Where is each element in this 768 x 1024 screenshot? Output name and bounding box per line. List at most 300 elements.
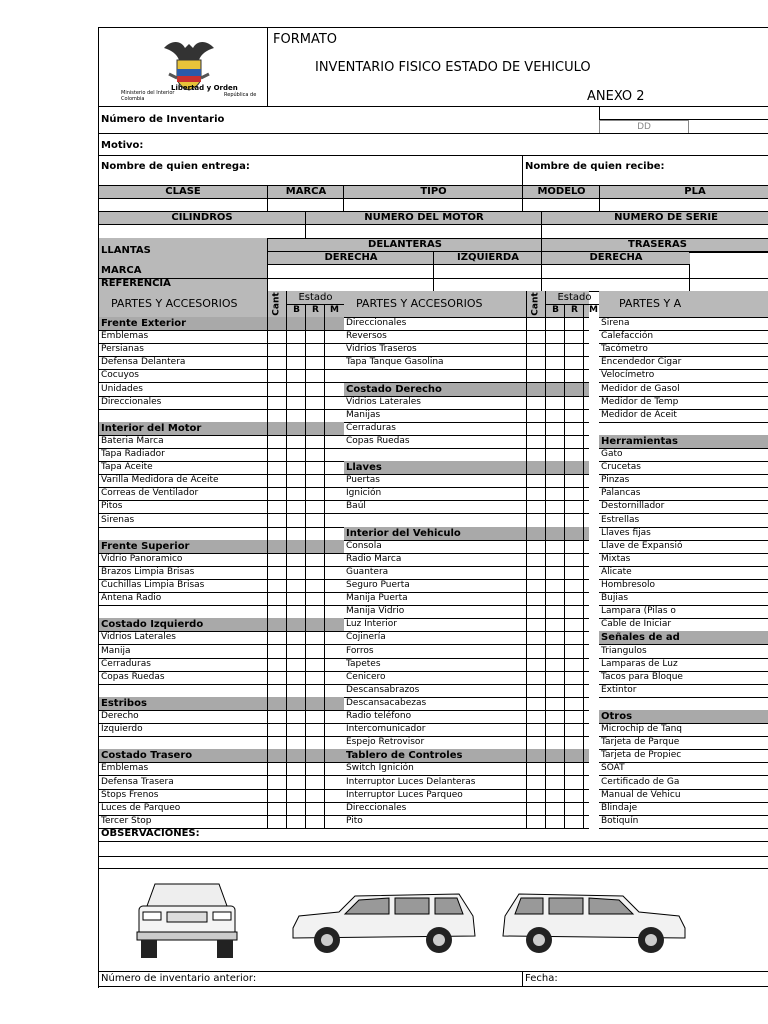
estado-cell[interactable] bbox=[545, 317, 565, 330]
estado-cell[interactable] bbox=[305, 448, 325, 461]
estado-cell[interactable] bbox=[564, 500, 584, 513]
estado-cell[interactable] bbox=[545, 776, 565, 789]
estado-cell[interactable] bbox=[324, 461, 344, 474]
estado-cell[interactable] bbox=[583, 527, 589, 540]
estado-cell[interactable] bbox=[305, 369, 325, 382]
estado-cell[interactable] bbox=[583, 631, 589, 644]
estado-cell[interactable] bbox=[305, 500, 325, 513]
cant-cell[interactable] bbox=[526, 723, 546, 736]
estado-cell[interactable] bbox=[324, 383, 344, 396]
estado-cell[interactable] bbox=[286, 736, 306, 749]
estado-cell[interactable] bbox=[286, 461, 306, 474]
estado-cell[interactable] bbox=[564, 658, 584, 671]
cant-cell[interactable] bbox=[267, 540, 287, 553]
estado-cell[interactable] bbox=[324, 671, 344, 684]
estado-cell[interactable] bbox=[286, 422, 306, 435]
estado-cell[interactable] bbox=[545, 553, 565, 566]
estado-cell[interactable] bbox=[286, 435, 306, 448]
estado-cell[interactable] bbox=[324, 553, 344, 566]
cant-cell[interactable] bbox=[526, 487, 546, 500]
estado-cell[interactable] bbox=[305, 461, 325, 474]
estado-cell[interactable] bbox=[286, 671, 306, 684]
estado-cell[interactable] bbox=[564, 330, 584, 343]
estado-cell[interactable] bbox=[324, 487, 344, 500]
estado-cell[interactable] bbox=[324, 631, 344, 644]
estado-cell[interactable] bbox=[583, 789, 589, 802]
estado-cell[interactable] bbox=[324, 514, 344, 527]
estado-cell[interactable] bbox=[324, 645, 344, 658]
estado-cell[interactable] bbox=[545, 671, 565, 684]
estado-cell[interactable] bbox=[286, 762, 306, 775]
estado-cell[interactable] bbox=[305, 631, 325, 644]
cant-cell[interactable] bbox=[526, 553, 546, 566]
estado-cell[interactable] bbox=[324, 605, 344, 618]
estado-cell[interactable] bbox=[324, 579, 344, 592]
estado-cell[interactable] bbox=[564, 789, 584, 802]
cant-cell[interactable] bbox=[526, 500, 546, 513]
estado-cell[interactable] bbox=[305, 409, 325, 422]
estado-cell[interactable] bbox=[564, 592, 584, 605]
estado-cell[interactable] bbox=[324, 369, 344, 382]
estado-cell[interactable] bbox=[583, 396, 589, 409]
estado-cell[interactable] bbox=[305, 435, 325, 448]
estado-cell[interactable] bbox=[564, 631, 584, 644]
estado-cell[interactable] bbox=[324, 749, 344, 762]
estado-cell[interactable] bbox=[305, 356, 325, 369]
estado-cell[interactable] bbox=[305, 330, 325, 343]
estado-cell[interactable] bbox=[545, 815, 565, 828]
estado-cell[interactable] bbox=[583, 317, 589, 330]
estado-cell[interactable] bbox=[545, 684, 565, 697]
cant-cell[interactable] bbox=[526, 618, 546, 631]
cant-cell[interactable] bbox=[526, 409, 546, 422]
estado-cell[interactable] bbox=[286, 343, 306, 356]
estado-cell[interactable] bbox=[324, 802, 344, 815]
cant-cell[interactable] bbox=[526, 448, 546, 461]
cant-cell[interactable] bbox=[526, 631, 546, 644]
cant-cell[interactable] bbox=[267, 500, 287, 513]
estado-cell[interactable] bbox=[305, 527, 325, 540]
estado-cell[interactable] bbox=[324, 684, 344, 697]
estado-cell[interactable] bbox=[305, 736, 325, 749]
estado-cell[interactable] bbox=[324, 697, 344, 710]
cant-cell[interactable] bbox=[267, 592, 287, 605]
cant-cell[interactable] bbox=[526, 356, 546, 369]
estado-cell[interactable] bbox=[305, 815, 325, 828]
estado-cell[interactable] bbox=[564, 710, 584, 723]
estado-cell[interactable] bbox=[286, 396, 306, 409]
cant-cell[interactable] bbox=[526, 317, 546, 330]
estado-cell[interactable] bbox=[286, 618, 306, 631]
estado-cell[interactable] bbox=[324, 527, 344, 540]
cant-cell[interactable] bbox=[526, 592, 546, 605]
cant-cell[interactable] bbox=[526, 435, 546, 448]
estado-cell[interactable] bbox=[305, 343, 325, 356]
cant-cell[interactable] bbox=[526, 802, 546, 815]
estado-cell[interactable] bbox=[286, 749, 306, 762]
cant-cell[interactable] bbox=[267, 461, 287, 474]
estado-cell[interactable] bbox=[564, 776, 584, 789]
estado-cell[interactable] bbox=[286, 631, 306, 644]
estado-cell[interactable] bbox=[545, 369, 565, 382]
estado-cell[interactable] bbox=[564, 409, 584, 422]
estado-cell[interactable] bbox=[564, 815, 584, 828]
estado-cell[interactable] bbox=[324, 474, 344, 487]
cant-cell[interactable] bbox=[267, 736, 287, 749]
estado-cell[interactable] bbox=[583, 645, 589, 658]
estado-cell[interactable] bbox=[305, 317, 325, 330]
cant-cell[interactable] bbox=[267, 697, 287, 710]
cant-cell[interactable] bbox=[267, 618, 287, 631]
estado-cell[interactable] bbox=[545, 736, 565, 749]
estado-cell[interactable] bbox=[545, 592, 565, 605]
estado-cell[interactable] bbox=[564, 671, 584, 684]
estado-cell[interactable] bbox=[583, 697, 589, 710]
cant-cell[interactable] bbox=[267, 789, 287, 802]
cant-cell[interactable] bbox=[526, 396, 546, 409]
estado-cell[interactable] bbox=[286, 356, 306, 369]
estado-cell[interactable] bbox=[564, 527, 584, 540]
cant-cell[interactable] bbox=[526, 789, 546, 802]
estado-cell[interactable] bbox=[583, 566, 589, 579]
estado-cell[interactable] bbox=[305, 396, 325, 409]
estado-cell[interactable] bbox=[564, 487, 584, 500]
cant-cell[interactable] bbox=[267, 658, 287, 671]
cant-cell[interactable] bbox=[526, 671, 546, 684]
cant-cell[interactable] bbox=[526, 762, 546, 775]
estado-cell[interactable] bbox=[286, 802, 306, 815]
estado-cell[interactable] bbox=[564, 396, 584, 409]
estado-cell[interactable] bbox=[286, 789, 306, 802]
estado-cell[interactable] bbox=[545, 356, 565, 369]
estado-cell[interactable] bbox=[324, 789, 344, 802]
cant-cell[interactable] bbox=[267, 383, 287, 396]
estado-cell[interactable] bbox=[286, 645, 306, 658]
estado-cell[interactable] bbox=[583, 409, 589, 422]
estado-cell[interactable] bbox=[583, 448, 589, 461]
estado-cell[interactable] bbox=[583, 815, 589, 828]
estado-cell[interactable] bbox=[564, 723, 584, 736]
estado-cell[interactable] bbox=[324, 396, 344, 409]
cant-cell[interactable] bbox=[526, 383, 546, 396]
estado-cell[interactable] bbox=[305, 592, 325, 605]
estado-cell[interactable] bbox=[545, 749, 565, 762]
cant-cell[interactable] bbox=[267, 317, 287, 330]
estado-cell[interactable] bbox=[545, 422, 565, 435]
cant-cell[interactable] bbox=[267, 723, 287, 736]
estado-cell[interactable] bbox=[305, 671, 325, 684]
estado-cell[interactable] bbox=[286, 330, 306, 343]
date-day-field[interactable] bbox=[599, 120, 689, 134]
estado-cell[interactable] bbox=[324, 710, 344, 723]
estado-cell[interactable] bbox=[286, 540, 306, 553]
estado-cell[interactable] bbox=[564, 474, 584, 487]
cant-cell[interactable] bbox=[267, 579, 287, 592]
estado-cell[interactable] bbox=[286, 592, 306, 605]
cant-cell[interactable] bbox=[267, 448, 287, 461]
estado-cell[interactable] bbox=[583, 592, 589, 605]
estado-cell[interactable] bbox=[583, 684, 589, 697]
cant-cell[interactable] bbox=[267, 815, 287, 828]
estado-cell[interactable] bbox=[286, 500, 306, 513]
estado-cell[interactable] bbox=[305, 579, 325, 592]
estado-cell[interactable] bbox=[324, 776, 344, 789]
cant-cell[interactable] bbox=[267, 330, 287, 343]
estado-cell[interactable] bbox=[305, 697, 325, 710]
estado-cell[interactable] bbox=[305, 422, 325, 435]
cant-cell[interactable] bbox=[267, 487, 287, 500]
estado-cell[interactable] bbox=[545, 383, 565, 396]
estado-cell[interactable] bbox=[305, 605, 325, 618]
estado-cell[interactable] bbox=[324, 435, 344, 448]
estado-cell[interactable] bbox=[286, 448, 306, 461]
estado-cell[interactable] bbox=[545, 540, 565, 553]
estado-cell[interactable] bbox=[286, 566, 306, 579]
estado-cell[interactable] bbox=[286, 776, 306, 789]
cant-cell[interactable] bbox=[526, 776, 546, 789]
estado-cell[interactable] bbox=[545, 514, 565, 527]
cant-cell[interactable] bbox=[526, 369, 546, 382]
estado-cell[interactable] bbox=[545, 448, 565, 461]
cant-cell[interactable] bbox=[267, 356, 287, 369]
estado-cell[interactable] bbox=[305, 762, 325, 775]
cant-cell[interactable] bbox=[526, 474, 546, 487]
estado-cell[interactable] bbox=[545, 343, 565, 356]
cant-cell[interactable] bbox=[267, 474, 287, 487]
estado-cell[interactable] bbox=[305, 684, 325, 697]
estado-cell[interactable] bbox=[583, 343, 589, 356]
cant-cell[interactable] bbox=[526, 697, 546, 710]
cant-cell[interactable] bbox=[526, 736, 546, 749]
estado-cell[interactable] bbox=[564, 317, 584, 330]
estado-cell[interactable] bbox=[286, 815, 306, 828]
estado-cell[interactable] bbox=[545, 762, 565, 775]
estado-cell[interactable] bbox=[324, 762, 344, 775]
cant-cell[interactable] bbox=[267, 527, 287, 540]
estado-cell[interactable] bbox=[324, 723, 344, 736]
estado-cell[interactable] bbox=[564, 553, 584, 566]
estado-cell[interactable] bbox=[583, 422, 589, 435]
cant-cell[interactable] bbox=[526, 684, 546, 697]
cant-cell[interactable] bbox=[267, 553, 287, 566]
cant-cell[interactable] bbox=[267, 645, 287, 658]
estado-cell[interactable] bbox=[286, 369, 306, 382]
estado-cell[interactable] bbox=[564, 356, 584, 369]
estado-cell[interactable] bbox=[583, 461, 589, 474]
estado-cell[interactable] bbox=[545, 789, 565, 802]
estado-cell[interactable] bbox=[564, 618, 584, 631]
estado-cell[interactable] bbox=[305, 776, 325, 789]
estado-cell[interactable] bbox=[564, 435, 584, 448]
estado-cell[interactable] bbox=[564, 749, 584, 762]
estado-cell[interactable] bbox=[583, 514, 589, 527]
estado-cell[interactable] bbox=[564, 343, 584, 356]
cant-cell[interactable] bbox=[267, 671, 287, 684]
estado-cell[interactable] bbox=[564, 461, 584, 474]
cant-cell[interactable] bbox=[267, 684, 287, 697]
cant-cell[interactable] bbox=[267, 762, 287, 775]
estado-cell[interactable] bbox=[545, 500, 565, 513]
estado-cell[interactable] bbox=[305, 645, 325, 658]
cant-cell[interactable] bbox=[267, 514, 287, 527]
estado-cell[interactable] bbox=[583, 356, 589, 369]
estado-cell[interactable] bbox=[564, 684, 584, 697]
cant-cell[interactable] bbox=[526, 605, 546, 618]
estado-cell[interactable] bbox=[286, 409, 306, 422]
cant-cell[interactable] bbox=[526, 710, 546, 723]
estado-cell[interactable] bbox=[564, 383, 584, 396]
estado-cell[interactable] bbox=[324, 736, 344, 749]
cant-cell[interactable] bbox=[526, 658, 546, 671]
estado-cell[interactable] bbox=[583, 762, 589, 775]
estado-cell[interactable] bbox=[545, 645, 565, 658]
estado-cell[interactable] bbox=[583, 540, 589, 553]
cant-cell[interactable] bbox=[267, 631, 287, 644]
cant-cell[interactable] bbox=[526, 579, 546, 592]
cant-cell[interactable] bbox=[267, 605, 287, 618]
cant-cell[interactable] bbox=[267, 396, 287, 409]
estado-cell[interactable] bbox=[545, 474, 565, 487]
estado-cell[interactable] bbox=[286, 605, 306, 618]
estado-cell[interactable] bbox=[583, 749, 589, 762]
estado-cell[interactable] bbox=[305, 553, 325, 566]
estado-cell[interactable] bbox=[286, 710, 306, 723]
estado-cell[interactable] bbox=[324, 409, 344, 422]
estado-cell[interactable] bbox=[583, 723, 589, 736]
estado-cell[interactable] bbox=[545, 330, 565, 343]
estado-cell[interactable] bbox=[545, 566, 565, 579]
estado-cell[interactable] bbox=[324, 330, 344, 343]
estado-cell[interactable] bbox=[324, 448, 344, 461]
estado-cell[interactable] bbox=[564, 448, 584, 461]
estado-cell[interactable] bbox=[545, 579, 565, 592]
estado-cell[interactable] bbox=[286, 487, 306, 500]
estado-cell[interactable] bbox=[324, 592, 344, 605]
estado-cell[interactable] bbox=[545, 461, 565, 474]
estado-cell[interactable] bbox=[583, 736, 589, 749]
estado-cell[interactable] bbox=[545, 396, 565, 409]
estado-cell[interactable] bbox=[583, 330, 589, 343]
estado-cell[interactable] bbox=[583, 369, 589, 382]
cant-cell[interactable] bbox=[526, 540, 546, 553]
cant-cell[interactable] bbox=[267, 710, 287, 723]
estado-cell[interactable] bbox=[583, 776, 589, 789]
estado-cell[interactable] bbox=[324, 618, 344, 631]
estado-cell[interactable] bbox=[305, 723, 325, 736]
cant-cell[interactable] bbox=[267, 802, 287, 815]
estado-cell[interactable] bbox=[286, 697, 306, 710]
cant-cell[interactable] bbox=[526, 514, 546, 527]
estado-cell[interactable] bbox=[545, 723, 565, 736]
estado-cell[interactable] bbox=[583, 605, 589, 618]
estado-cell[interactable] bbox=[564, 736, 584, 749]
estado-cell[interactable] bbox=[564, 579, 584, 592]
estado-cell[interactable] bbox=[305, 487, 325, 500]
estado-cell[interactable] bbox=[564, 540, 584, 553]
estado-cell[interactable] bbox=[545, 802, 565, 815]
estado-cell[interactable] bbox=[583, 710, 589, 723]
estado-cell[interactable] bbox=[286, 514, 306, 527]
estado-cell[interactable] bbox=[324, 317, 344, 330]
estado-cell[interactable] bbox=[324, 343, 344, 356]
estado-cell[interactable] bbox=[305, 514, 325, 527]
cant-cell[interactable] bbox=[526, 566, 546, 579]
estado-cell[interactable] bbox=[583, 474, 589, 487]
cant-cell[interactable] bbox=[267, 435, 287, 448]
estado-cell[interactable] bbox=[286, 684, 306, 697]
estado-cell[interactable] bbox=[286, 723, 306, 736]
cant-cell[interactable] bbox=[267, 566, 287, 579]
estado-cell[interactable] bbox=[305, 789, 325, 802]
cant-cell[interactable] bbox=[526, 343, 546, 356]
cant-cell[interactable] bbox=[526, 749, 546, 762]
estado-cell[interactable] bbox=[305, 383, 325, 396]
cant-cell[interactable] bbox=[526, 645, 546, 658]
estado-cell[interactable] bbox=[286, 579, 306, 592]
estado-cell[interactable] bbox=[286, 527, 306, 540]
estado-cell[interactable] bbox=[545, 697, 565, 710]
estado-cell[interactable] bbox=[564, 605, 584, 618]
estado-cell[interactable] bbox=[583, 802, 589, 815]
estado-cell[interactable] bbox=[545, 487, 565, 500]
estado-cell[interactable] bbox=[286, 474, 306, 487]
estado-cell[interactable] bbox=[324, 658, 344, 671]
estado-cell[interactable] bbox=[545, 435, 565, 448]
estado-cell[interactable] bbox=[583, 553, 589, 566]
cant-cell[interactable] bbox=[526, 527, 546, 540]
estado-cell[interactable] bbox=[583, 658, 589, 671]
estado-cell[interactable] bbox=[564, 802, 584, 815]
estado-cell[interactable] bbox=[545, 527, 565, 540]
cant-cell[interactable] bbox=[267, 409, 287, 422]
estado-cell[interactable] bbox=[583, 383, 589, 396]
estado-cell[interactable] bbox=[286, 383, 306, 396]
cant-cell[interactable] bbox=[267, 749, 287, 762]
cant-cell[interactable] bbox=[526, 461, 546, 474]
estado-cell[interactable] bbox=[545, 710, 565, 723]
estado-cell[interactable] bbox=[286, 317, 306, 330]
estado-cell[interactable] bbox=[545, 618, 565, 631]
estado-cell[interactable] bbox=[324, 815, 344, 828]
estado-cell[interactable] bbox=[545, 631, 565, 644]
estado-cell[interactable] bbox=[305, 710, 325, 723]
estado-cell[interactable] bbox=[305, 618, 325, 631]
estado-cell[interactable] bbox=[286, 658, 306, 671]
cant-cell[interactable] bbox=[267, 776, 287, 789]
estado-cell[interactable] bbox=[564, 645, 584, 658]
estado-cell[interactable] bbox=[305, 749, 325, 762]
estado-cell[interactable] bbox=[564, 369, 584, 382]
cant-cell[interactable] bbox=[526, 330, 546, 343]
cant-cell[interactable] bbox=[267, 343, 287, 356]
estado-cell[interactable] bbox=[564, 422, 584, 435]
estado-cell[interactable] bbox=[583, 435, 589, 448]
cant-cell[interactable] bbox=[526, 815, 546, 828]
cant-cell[interactable] bbox=[526, 422, 546, 435]
estado-cell[interactable] bbox=[545, 409, 565, 422]
estado-cell[interactable] bbox=[583, 618, 589, 631]
estado-cell[interactable] bbox=[305, 474, 325, 487]
estado-cell[interactable] bbox=[324, 540, 344, 553]
estado-cell[interactable] bbox=[324, 500, 344, 513]
estado-cell[interactable] bbox=[564, 566, 584, 579]
cant-cell[interactable] bbox=[267, 422, 287, 435]
estado-cell[interactable] bbox=[324, 422, 344, 435]
estado-cell[interactable] bbox=[305, 658, 325, 671]
estado-cell[interactable] bbox=[545, 658, 565, 671]
estado-cell[interactable] bbox=[583, 500, 589, 513]
estado-cell[interactable] bbox=[583, 487, 589, 500]
